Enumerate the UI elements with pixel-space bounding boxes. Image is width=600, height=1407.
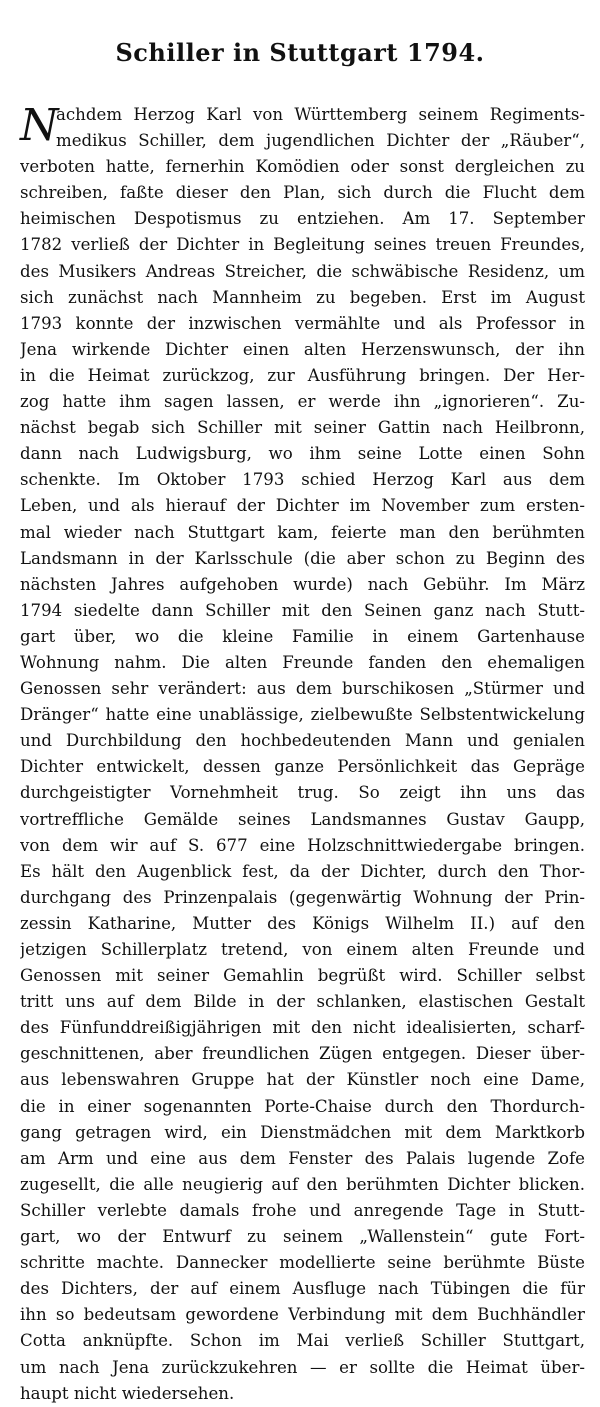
text-line: dann nach Ludwigsburg, wo ihm seine Lotte einen Sohn [20,444,585,464]
text-line: medikus Schiller, dem jugendlichen Dichter der „Räuber“, [56,131,585,151]
text-line: Genossen sehr verändert: aus dem burschikosen „Stürmer und [20,679,585,699]
text-line: gart über, wo die kleine Familie in einem Gartenhause [20,626,585,646]
text-line: jetzigen Schillerplatz tretend, von einem alten Freunde und [20,940,585,959]
text-line: sich zunächst nach Mannheim zu begeben. Erst im August [20,287,585,307]
text-line: des Dichters, der auf einem Ausfluge nach Tübingen die für [20,1279,585,1299]
text-line: zog hatte ihm sagen lassen, er werde ihn „ignorieren“. Zu- [20,392,585,412]
text-line: nächsten Jahres aufgehoben wurde) nach Gebühr. Im März [20,574,585,594]
drop-cap: N [20,100,59,151]
text-line: aus lebenswahren Gruppe hat der Künstler noch eine Dame, [20,1070,585,1090]
text-line: tritt uns auf dem Bilde in der schlanken, elastischen Gestalt [20,992,585,1012]
text-line: Jena wirkende Dichter einen alten Herzenswunsch, der ihn [20,339,585,359]
text-line: durchgang des Prinzenpalais (gegenwärtig Wohnung der Prin- [20,887,585,907]
text-line: Schiller verlebte damals frohe und anregende Tage in Stutt- [20,1200,585,1220]
text-line: verboten hatte, fernerhin Komödien oder sonst dergleichen zu [20,157,585,177]
text-line: ihn so bedeutsam gewordene Verbindung mit dem Buchhändler [20,1305,585,1325]
text-line: die in einer sogenannten Porte-Chaise durch den Thordurch- [20,1096,585,1116]
text-line: Leben, und als hierauf der Dichter im November zum ersten- [20,496,585,516]
text-line: zugesellt, die alle neugierig auf den berühmten Dichter blicken. [20,1174,585,1194]
text-line: Genossen mit seiner Gemahlin begrüßt wird. Schiller selbst [20,966,585,986]
text-line: des Musikers Andreas Streicher, die schwäbische Residenz, um [20,261,585,281]
text-line: heimischen Despotismus zu entziehen. Am 17. September [20,209,585,229]
text-line: Cotta anknüpfte. Schon im Mai verließ Schiller Stuttgart, [20,1331,585,1351]
page-title: Schiller in Stuttgart 1794. [115,38,485,67]
text-line: zessin Katharine, Mutter des Königs Wilhelm II.) auf den [20,913,585,933]
text-line: und Durchbildung den hochbedeutenden Mann und genialen [20,731,585,751]
text-line: haupt nicht wiedersehen. [20,1383,235,1403]
text-line: geschnittenen, aber freundlichen Zügen entgegen. Dieser über- [20,1044,585,1064]
text-line: 1794 siedelte dann Schiller mit den Seinen ganz nach Stutt- [20,600,585,620]
text-line: in die Heimat zurückzog, zur Ausführung bringen. Der Her- [20,365,585,385]
text-line: Dränger“ hatte eine unablässige, zielbewußte Selbstentwickelung [20,705,585,725]
text-line: von dem wir auf S. 677 eine Holzschnittwiedergabe bringen. [20,835,585,855]
text-line: mal wieder nach Stuttgart kam, feierte man den berühmten [20,522,585,542]
text-line: nächst begab sich Schiller mit seiner Gattin nach Heilbronn, [20,418,585,438]
text-line: schenkte. Im Oktober 1793 schied Herzog Karl aus dem [20,470,585,490]
text-line: Landsmann in der Karlsschule (die aber schon zu Beginn des [20,548,585,568]
text-line: 1793 konnte der inzwischen vermählte und als Professor in [20,313,585,333]
text-line: achdem Herzog Karl von Württemberg seinem Regiments- [56,105,585,124]
text-line: vortreffliche Gemälde seines Landsmannes Gustav Gaupp, [20,809,585,829]
text-line: schritte machte. Dannecker modellierte seine berühmte Büste [20,1253,585,1273]
article-body [20,102,585,1407]
text-line: Es hält den Augenblick fest, da der Dichter, durch den Thor- [20,861,585,881]
text-line: gart, wo der Entwurf zu seinem „Wallenstein“ gute Fort- [20,1227,585,1247]
text-line: 1782 verließ der Dichter in Begleitung seines treuen Freundes, [20,235,585,255]
text-line: schreiben, faßte dieser den Plan, sich durch die Flucht dem [20,183,585,203]
text-line: durchgeistigter Vornehmheit trug. So zeigt ihn uns das [20,783,585,803]
text-line: gang getragen wird, ein Dienstmädchen mit dem Marktkorb [20,1122,585,1142]
text-line: am Arm und eine aus dem Fenster des Palais lugende Zofe [20,1148,585,1168]
text-line: Wohnung nahm. Die alten Freunde fanden den ehemaligen [20,652,585,672]
text-line: Dichter entwickelt, dessen ganze Persönlichkeit das Gepräge [20,757,585,777]
text-line: des Fünfunddreißigjährigen mit den nicht idealisierten, scharf- [20,1018,585,1038]
text-line: um nach Jena zurückzukehren — er sollte die Heimat über- [20,1357,585,1377]
